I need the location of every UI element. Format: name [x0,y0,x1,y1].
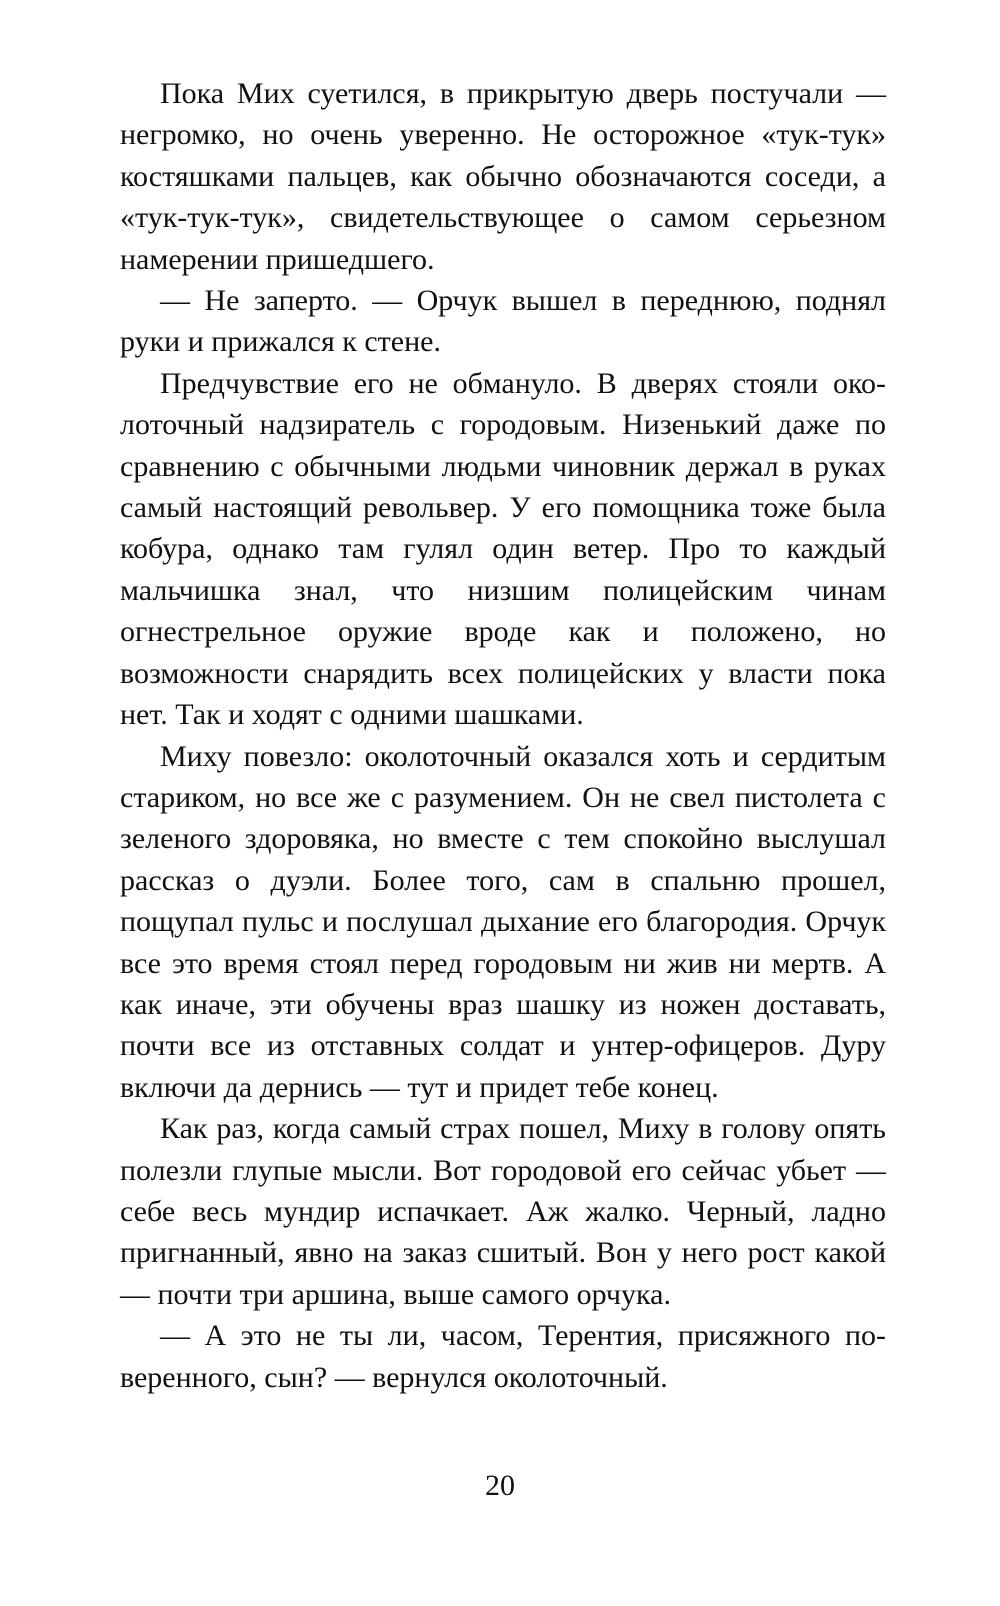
paragraph: — Не заперто. — Орчук вышел в переднюю, поднял руки и прижался к стене. [120,284,886,359]
page-number: 20 [485,1469,515,1502]
paragraph: — А это не ты ли, часом, Терентия, присяжного поверенного, сын? — вернулся околоточный. [120,1319,886,1394]
paragraph: Как раз, когда самый страх пошел, Миху в голову опять полезли глупые мысли. Вот городовой его сейчас убьет — себе весь мундир испачкает. Аж жалко. Черный, ладно пригнанный, явно на заказ сшитый. Вон у него рост какой — почти три аршина, выше самого орчука. [120,1112,886,1311]
paragraph: Предчувствие его не обмануло. В дверях стояли околоточный надзиратель с городовым. Низенький даже по сравнению с обычными людьми чиновник держал в руках самый настоящий револьвер. У его помощника тоже была кобура, однако там гулял один ветер. Про то каждый мальчишка знал, что низшим полицейским чинам огнестрельное оружие вроде как и положено, но возможности снарядить всех полицейских у власти пока нет. Так и ходят с одними шашками. [120,366,886,732]
body-text [120,73,886,1398]
paragraph: Пока Мих суетился, в прикрытую дверь постучали — негромко, но очень уверенно. Не осторожное «тук-тук» костяшками пальцев, как обычно обозначаются соседи, а «тук-тук-тук», свидетельствующее о самом серьезном намерении пришедшего. [120,77,886,276]
paragraph: Миху повезло: околоточный оказался хоть и сердитым стариком, но все же с разумением. Он не свел пистолета с зеленого здоровяка, но вместе с тем спокойно выслушал рассказ о дуэли. Более того, сам в спальню прошел, пощупал пульс и послушал дыхание его благородия. Орчук все это время стоял перед городовым ни жив ни мертв. А как иначе, эти обучены враз шашку из ножен доставать, почти все из отставных солдат и унтер-офицеров. Дуру включи да дернись — тут и придет тебе конец. [120,739,886,1104]
